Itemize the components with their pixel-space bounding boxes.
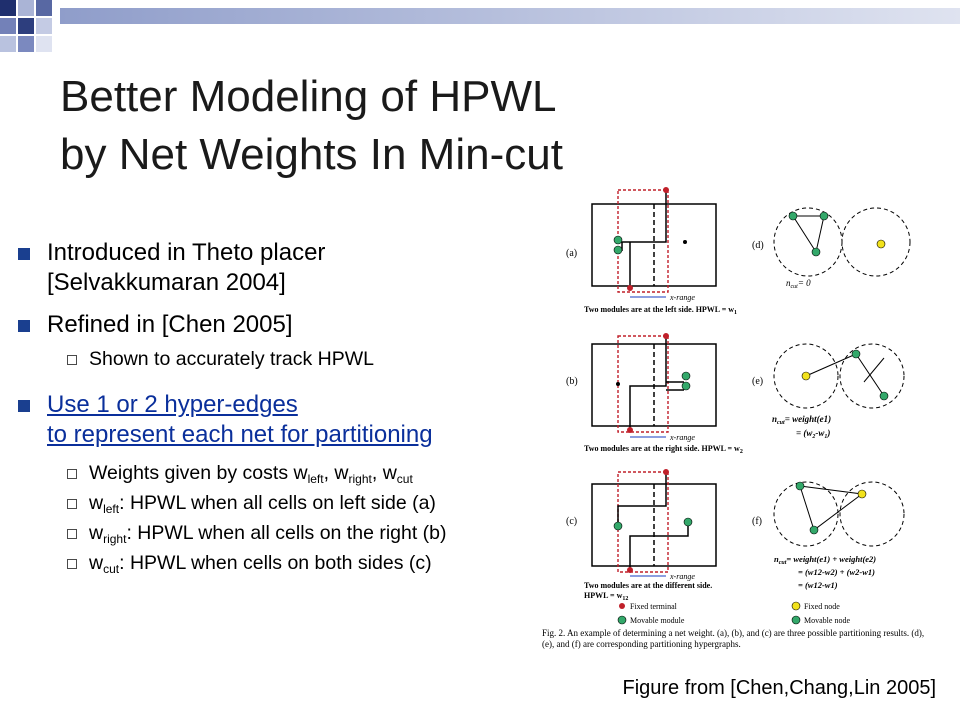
sub-bullet-item: $w_{cut}$: HPWL when cells on both sides (c) [18, 550, 563, 576]
svg-text:ncut= weight(e1) + weight(e2): $n_{cut}=$ weight(e1) + weight(e2) [774, 554, 877, 566]
svg-text:= (w12-w1): = (w12-w1) [798, 580, 838, 590]
figure-source-caption: Figure from [Chen,Chang,Lin 2005] [622, 677, 936, 699]
panel-e [752, 344, 904, 440]
svg-text:ncut= 0: $n_{cut}= 0$ [786, 278, 811, 290]
svg-text:= (w2-w1): = $(w_2-w_1)$ [796, 428, 831, 440]
bullet-square-icon [18, 248, 30, 260]
sub-bullet-item: $w_{right}$: HPWL when all cells on the right (b) [18, 520, 563, 546]
svg-text:(b): (b) [566, 376, 578, 387]
svg-text:ncut= weight(e1): $n_{cut}=$ weight(e1) [772, 414, 832, 426]
sub-bullet-item: Weights given by costs $w_{left}$, $w_{right}$, $w_{cut}$ [18, 460, 563, 486]
bullet-item: Introduced in Theto placer [Selvakkumaran 2004] [18, 238, 563, 298]
svg-text:x-range: x-range [670, 433, 695, 442]
hyperlink-text[interactable]: Use 1 or 2 hyper-edges [47, 391, 298, 418]
svg-text:(d): (d) [752, 240, 764, 251]
panel-c [566, 469, 716, 602]
slide-title [60, 68, 563, 184]
label-a: (a) [566, 248, 578, 259]
bullet-square-icon [18, 400, 30, 412]
svg-text:Movable module: Movable module [630, 616, 685, 625]
svg-text:(c): (c) [566, 516, 578, 527]
panel-b [566, 333, 743, 455]
figure-caption: Fig. 2. An example of determining a net weight. (a), (b), and (c) are three possible partitioning results. (d), (e), and (f) are corresponding partitioning hypergraphs. [542, 628, 925, 649]
net-weight-figure [538, 186, 938, 662]
sub-bullet-item: Shown to accurately track HPWL [18, 346, 563, 372]
svg-text:Movable node: Movable node [804, 616, 850, 625]
hollow-square-icon [67, 469, 77, 479]
title-line-2: by Net Weights In Min-cut [60, 130, 563, 179]
svg-text:HPWL = w12: HPWL = $w_{12}$ [584, 591, 629, 602]
bullet-square-icon [18, 320, 30, 332]
figure-legend [618, 602, 850, 625]
bullet-item: Refined in [Chen 2005] [18, 310, 563, 340]
caption-b: Two modules are at the right side. HPWL = $w_2$ [584, 444, 743, 455]
svg-text:Two modules are at the differe: Two modules are at the different side. [584, 581, 713, 590]
svg-text:(f): (f) [752, 516, 762, 527]
title-line-1: Better Modeling of HPWL [60, 72, 557, 121]
hollow-square-icon [67, 529, 77, 539]
panel-d [752, 208, 910, 290]
hollow-square-icon [67, 559, 77, 569]
hollow-square-icon [67, 499, 77, 509]
svg-text:x-range: x-range [670, 293, 695, 302]
panel-a [566, 187, 737, 316]
svg-text:Fixed terminal: Fixed terminal [630, 602, 677, 611]
header-bar [60, 8, 960, 24]
sub-bullet-item: $w_{left}$: HPWL when all cells on left side (a) [18, 490, 563, 516]
bullet-list [18, 238, 563, 586]
hyperlink-text[interactable]: to represent each net for partitioning [47, 421, 433, 448]
svg-text:(e): (e) [752, 376, 764, 387]
hollow-square-icon [67, 355, 77, 365]
bullet-item [18, 390, 563, 450]
panel-f [752, 482, 904, 590]
caption-a: Two modules are at the left side. HPWL = $w_1$ [584, 305, 738, 316]
svg-text:= (w12-w2) + (w2-w1): = (w12-w2) + (w2-w1) [798, 567, 875, 577]
svg-text:x-range: x-range [670, 572, 695, 581]
svg-text:Fixed node: Fixed node [804, 602, 840, 611]
